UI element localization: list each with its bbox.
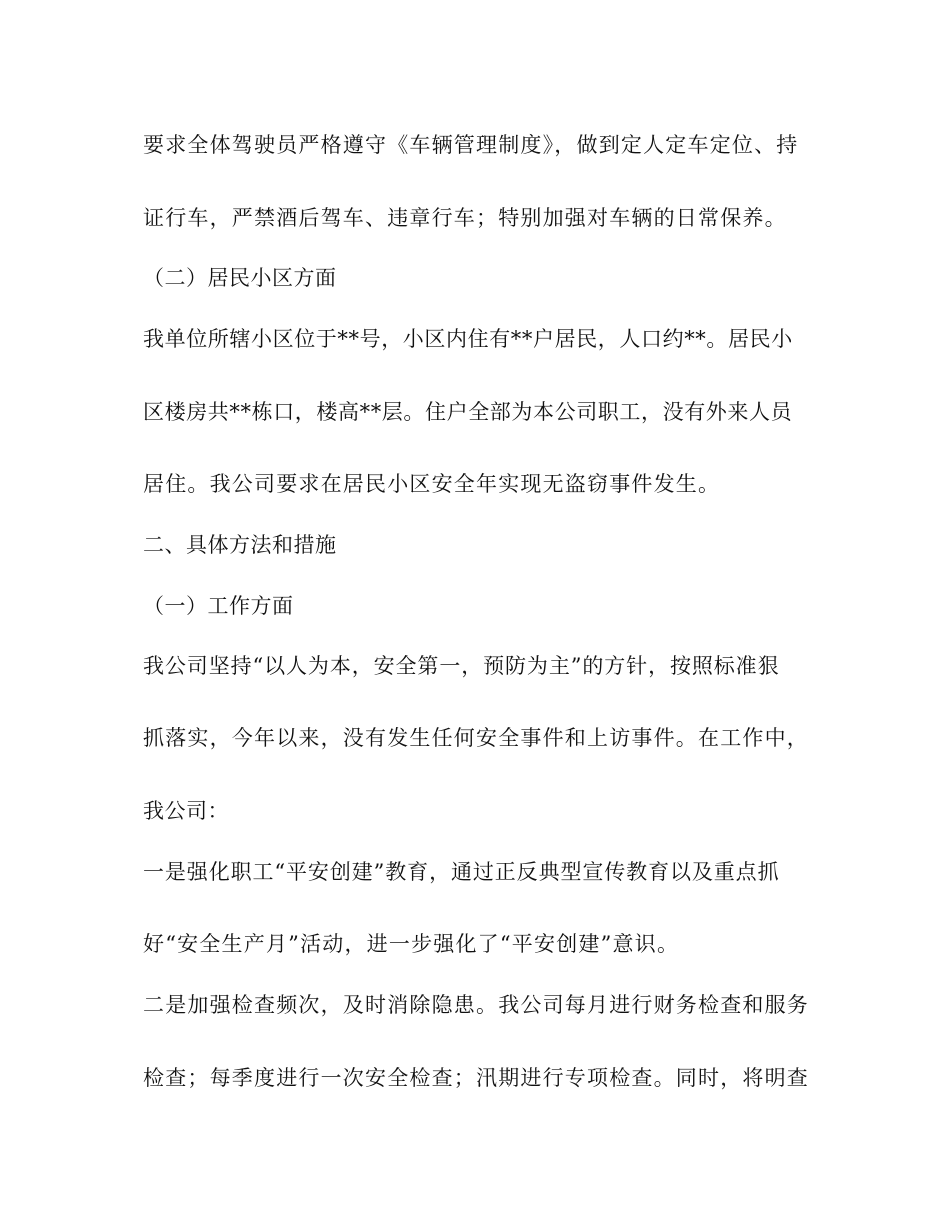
paragraph-line: 居住。我公司要求在居民小区安全年实现无盗窃事件发生。 (143, 472, 721, 496)
paragraph-line: 一是强化职工“平安创建”教育，通过正反典型宣传教育以及重点抓 (143, 860, 780, 884)
paragraph-line: 我单位所辖小区位于**号，小区内住有**户居民，人口约**。居民小 (143, 327, 793, 351)
paragraph-line: 要求全体驾驶员严格遵守《车辆管理制度》，做到定人定车定位、持 (143, 133, 799, 157)
paragraph-line: 好“安全生产月”活动，进一步强化了“平安创建”意识。 (143, 932, 680, 956)
paragraph-line: 我公司： (143, 799, 229, 823)
paragraph-line: 区楼房共**栋口，楼高**层。住户全部为本公司职工，没有外来人员 (143, 400, 793, 424)
section-heading: （一）工作方面 (143, 594, 294, 618)
paragraph-line: 二是加强检查频次，及时消除隐患。我公司每月进行财务检查和服务 (143, 993, 809, 1017)
paragraph-line: 证行车，严禁酒后驾车、违章行车；特别加强对车辆的日常保养。 (143, 206, 787, 230)
paragraph-line: 检查；每季度进行一次安全检查；汛期进行专项检查。同时，将明查 (143, 1066, 809, 1090)
paragraph-line: 我公司坚持“以人为本，安全第一，预防为主”的方针，按照标准狠 (143, 654, 780, 678)
section-heading: （二）居民小区方面 (143, 266, 337, 290)
paragraph-line: 抓落实，今年以来，没有发生任何安全事件和上访事件。在工作中， (143, 726, 809, 750)
section-heading: 二、具体方法和措施 (143, 533, 337, 557)
